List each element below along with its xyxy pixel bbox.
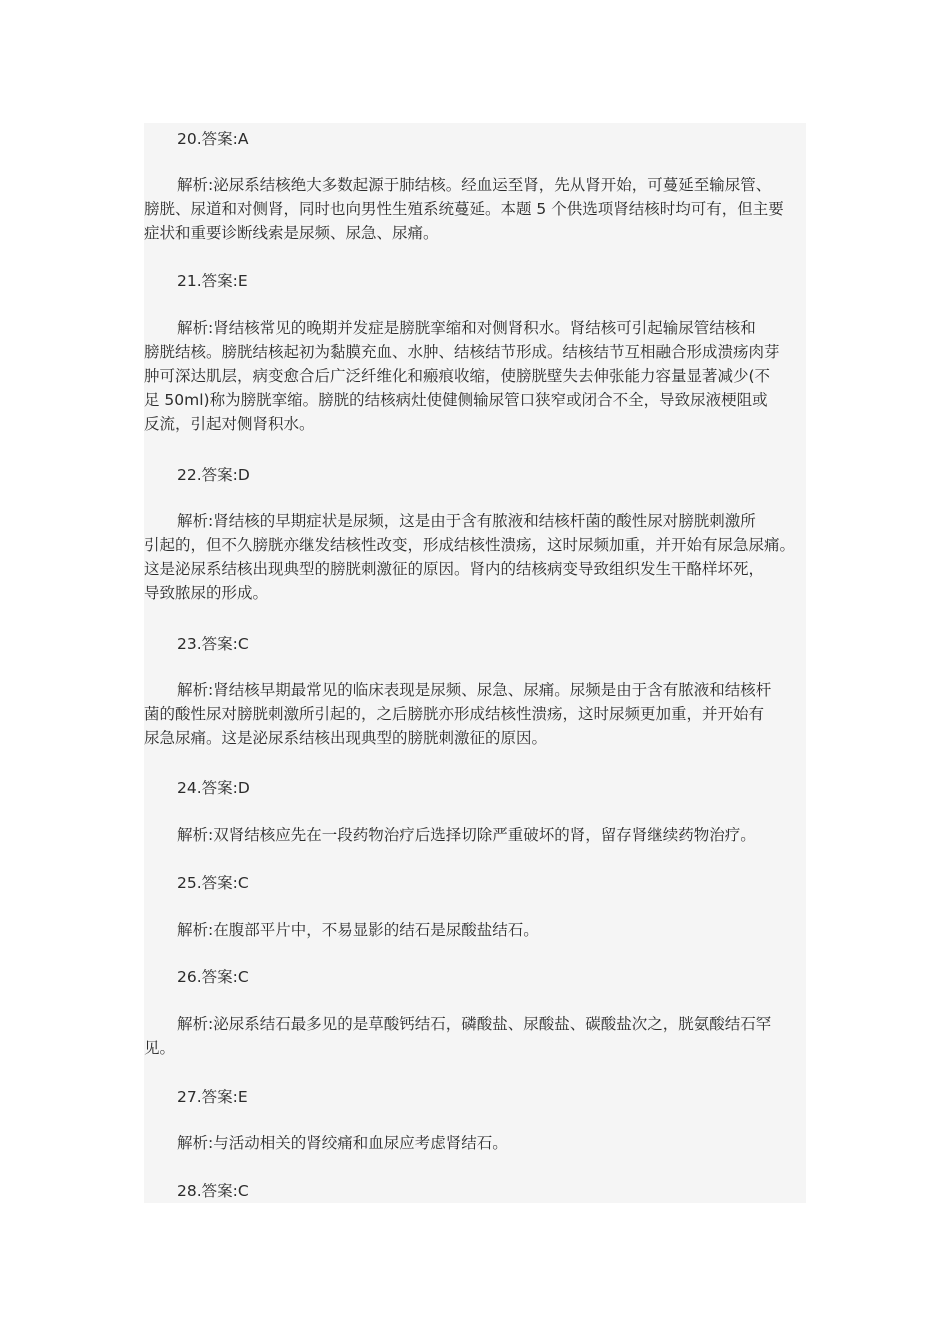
explanation-22-line-4: 导致脓尿的形成。 (144, 584, 269, 602)
explanation-23-line-2: 菌的酸性尿对膀胱刺激所引起的，之后膀胱亦形成结核性溃疡，这时尿频更加重，并开始有 (144, 705, 765, 723)
answer-27: 27.答案:E (177, 1088, 248, 1106)
explanation-23-line-3: 尿急尿痛。这是泌尿系结核出现典型的膀胱刺激征的原因。 (144, 729, 548, 747)
explanation-21-line-3: 肿可深达肌层，病变愈合后广泛纤维化和瘢痕收缩，使膀胱壁失去伸张能力容量显著减少(不 (144, 367, 771, 385)
answer-28: 28.答案:C (177, 1182, 249, 1200)
explanation-22-line-1: 解析:肾结核的早期症状是尿频，这是由于含有脓液和结核杆菌的酸性尿对膀胱刺激所 (177, 512, 756, 530)
answer-25: 25.答案:C (177, 874, 249, 892)
explanation-26-line-1: 解析:泌尿系结石最多见的是草酸钙结石，磷酸盐、尿酸盐、碳酸盐次之，胱氨酸结石罕 (177, 1015, 772, 1033)
explanation-20-line-2: 膀胱、尿道和对侧肾，同时也向男性生殖系统蔓延。本题 5 个供选项肾结核时均可有，但主要 (144, 200, 784, 218)
explanation-22-line-3: 这是泌尿系结核出现典型的膀胱刺激征的原因。肾内的结核病变导致组织发生干酪样坏死， (144, 560, 765, 578)
explanation-20-line-3: 症状和重要诊断线索是尿频、尿急、尿痛。 (144, 224, 439, 242)
document-content (144, 123, 806, 1203)
explanation-21-line-4: 足 50ml)称为膀胱挛缩。膀胱的结核病灶使健侧输尿管口狭窄或闭合不全，导致尿液梗阻或 (144, 391, 768, 409)
explanation-23-line-1: 解析:肾结核早期最常见的临床表现是尿频、尿急、尿痛。尿频是由于含有脓液和结核杆 (177, 681, 772, 699)
explanation-26-line-2: 见。 (144, 1039, 176, 1057)
explanation-22-line-2: 引起的，但不久膀胱亦继发结核性改变，形成结核性溃疡，这时尿频加重，并开始有尿急尿痛。 (144, 536, 796, 554)
answer-23: 23.答案:C (177, 635, 249, 653)
answer-21: 21.答案:E (177, 272, 248, 290)
explanation-24-line-1: 解析:双肾结核应先在一段药物治疗后选择切除严重破坏的肾，留存肾继续药物治疗。 (177, 826, 756, 844)
answer-22: 22.答案:D (177, 466, 250, 484)
explanation-27-line-1: 解析:与活动相关的肾绞痛和血尿应考虑肾结石。 (177, 1134, 508, 1152)
explanation-21-line-2: 膀胱结核。膀胱结核起初为黏膜充血、水肿、结核结节形成。结核结节互相融合形成溃疡肉芽 (144, 343, 780, 361)
answer-20: 20.答案:A (177, 130, 249, 148)
explanation-21-line-1: 解析:肾结核常见的晚期并发症是膀胱挛缩和对侧肾积水。肾结核可引起输尿管结核和 (177, 319, 756, 337)
explanation-25-line-1: 解析:在腹部平片中，不易显影的结石是尿酸盐结石。 (177, 921, 539, 939)
explanation-21-line-5: 反流，引起对侧肾积水。 (144, 415, 315, 433)
answer-26: 26.答案:C (177, 968, 249, 986)
explanation-20-line-1: 解析:泌尿系结核绝大多数起源于肺结核。经血运至肾，先从肾开始，可蔓延至输尿管、 (177, 176, 772, 194)
answer-24: 24.答案:D (177, 779, 250, 797)
